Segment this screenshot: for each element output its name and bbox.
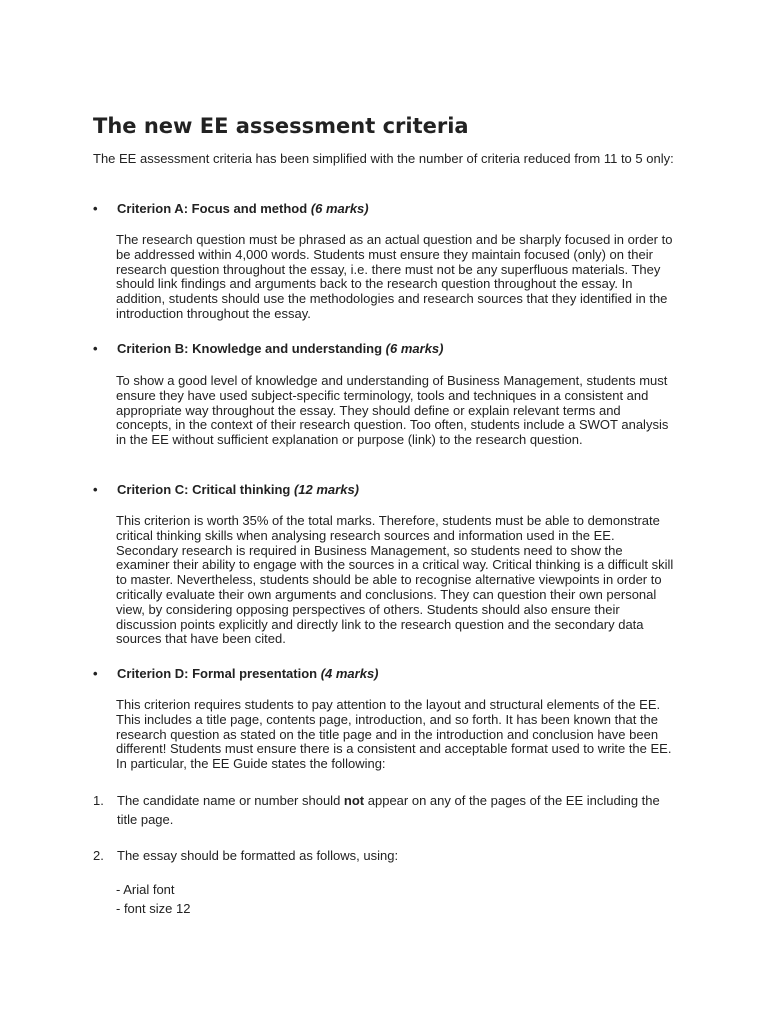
item-emphasis: not — [343, 793, 365, 808]
bullet: • — [93, 201, 98, 216]
criterion-d-label: Criterion D: Formal presentation — [117, 666, 321, 681]
bullet: • — [93, 666, 98, 681]
item-text: The essay should be formatted as follows, using: — [117, 848, 399, 863]
item-number: 1. — [93, 793, 104, 808]
criterion-a-marks: (6 marks) — [310, 201, 369, 216]
item-number: 2. — [93, 848, 104, 863]
item-text: The candidate name or number should — [117, 793, 344, 808]
criterion-a-text: The research question must be phrased as an actual question and be sharply focused in order to be addressed within 4,000 words. Students must ensure they maintain focused (only) on their research question throughout the essay, i.e. there must not be any superfluous materials. They should link findings and arguments back to the research question throughout the essay. In addition, students should use the methodologies and research sources that they identified in the introduction throughout the essay. — [116, 232, 673, 321]
intro-paragraph: The EE assessment criteria has been simplified with the number of criteria reduced from 11 to 5 only: — [93, 151, 674, 166]
criterion-b-label: Criterion B: Knowledge and understanding — [117, 341, 386, 356]
criterion-a-label: Criterion A: Focus and method — [117, 201, 311, 216]
criterion-c-text: This criterion is worth 35% of the total marks. Therefore, students must be able to demonstrate critical thinking skills when analysing research sources and information used in the EE. Secondary research is required in Business Management, so students need to show the examiner their ability to engage with the sources in a critical way. Critical thinking is a difficult skill to master. Nevertheless, students should be able to recognise alternative viewpoints in order to critically evaluate their own arguments and conclusions. They can question their own personal view, by considering opposing perspectives of others. Students should also ensure their discussion points explicitly and directly link to the research question and the secondary data sources that have been cited. — [116, 513, 674, 647]
page-title: The new EE assessment criteria — [93, 114, 469, 138]
bullet: • — [93, 341, 98, 356]
criterion-d-text: This criterion requires students to pay attention to the layout and structural elements of the EE. This includes a title page, contents page, introduction, and so forth. It has been known that the research question as stated on the title page and in the introduction and conclusion have been different! Students must ensure there is a consistent and acceptable format used to write the EE. In particular, the EE Guide states the following: — [116, 697, 672, 772]
criterion-c-marks: (12 marks) — [293, 482, 360, 497]
criterion-c-label: Criterion C: Critical thinking — [117, 482, 294, 497]
criterion-b-marks: (6 marks) — [385, 341, 444, 356]
bullet: • — [93, 482, 98, 497]
criterion-d-marks: (4 marks) — [320, 666, 379, 681]
criterion-b-text: To show a good level of knowledge and understanding of Business Management, students must ensure they have used subject-specific terminology, tools and techniques in a consistent and appropriate way throughout the essay. They should define or explain relevant terms and concepts, in the context of their research question. Too often, students include a SWOT analysis in the EE without sufficient explanation or purpose (link) to the research question. — [116, 373, 669, 448]
format-item-font: - Arial font — [116, 882, 175, 897]
item-text-cont: appear on any of the pages of the EE including the title page. — [117, 793, 660, 827]
format-item-size: - font size 12 — [116, 901, 191, 916]
